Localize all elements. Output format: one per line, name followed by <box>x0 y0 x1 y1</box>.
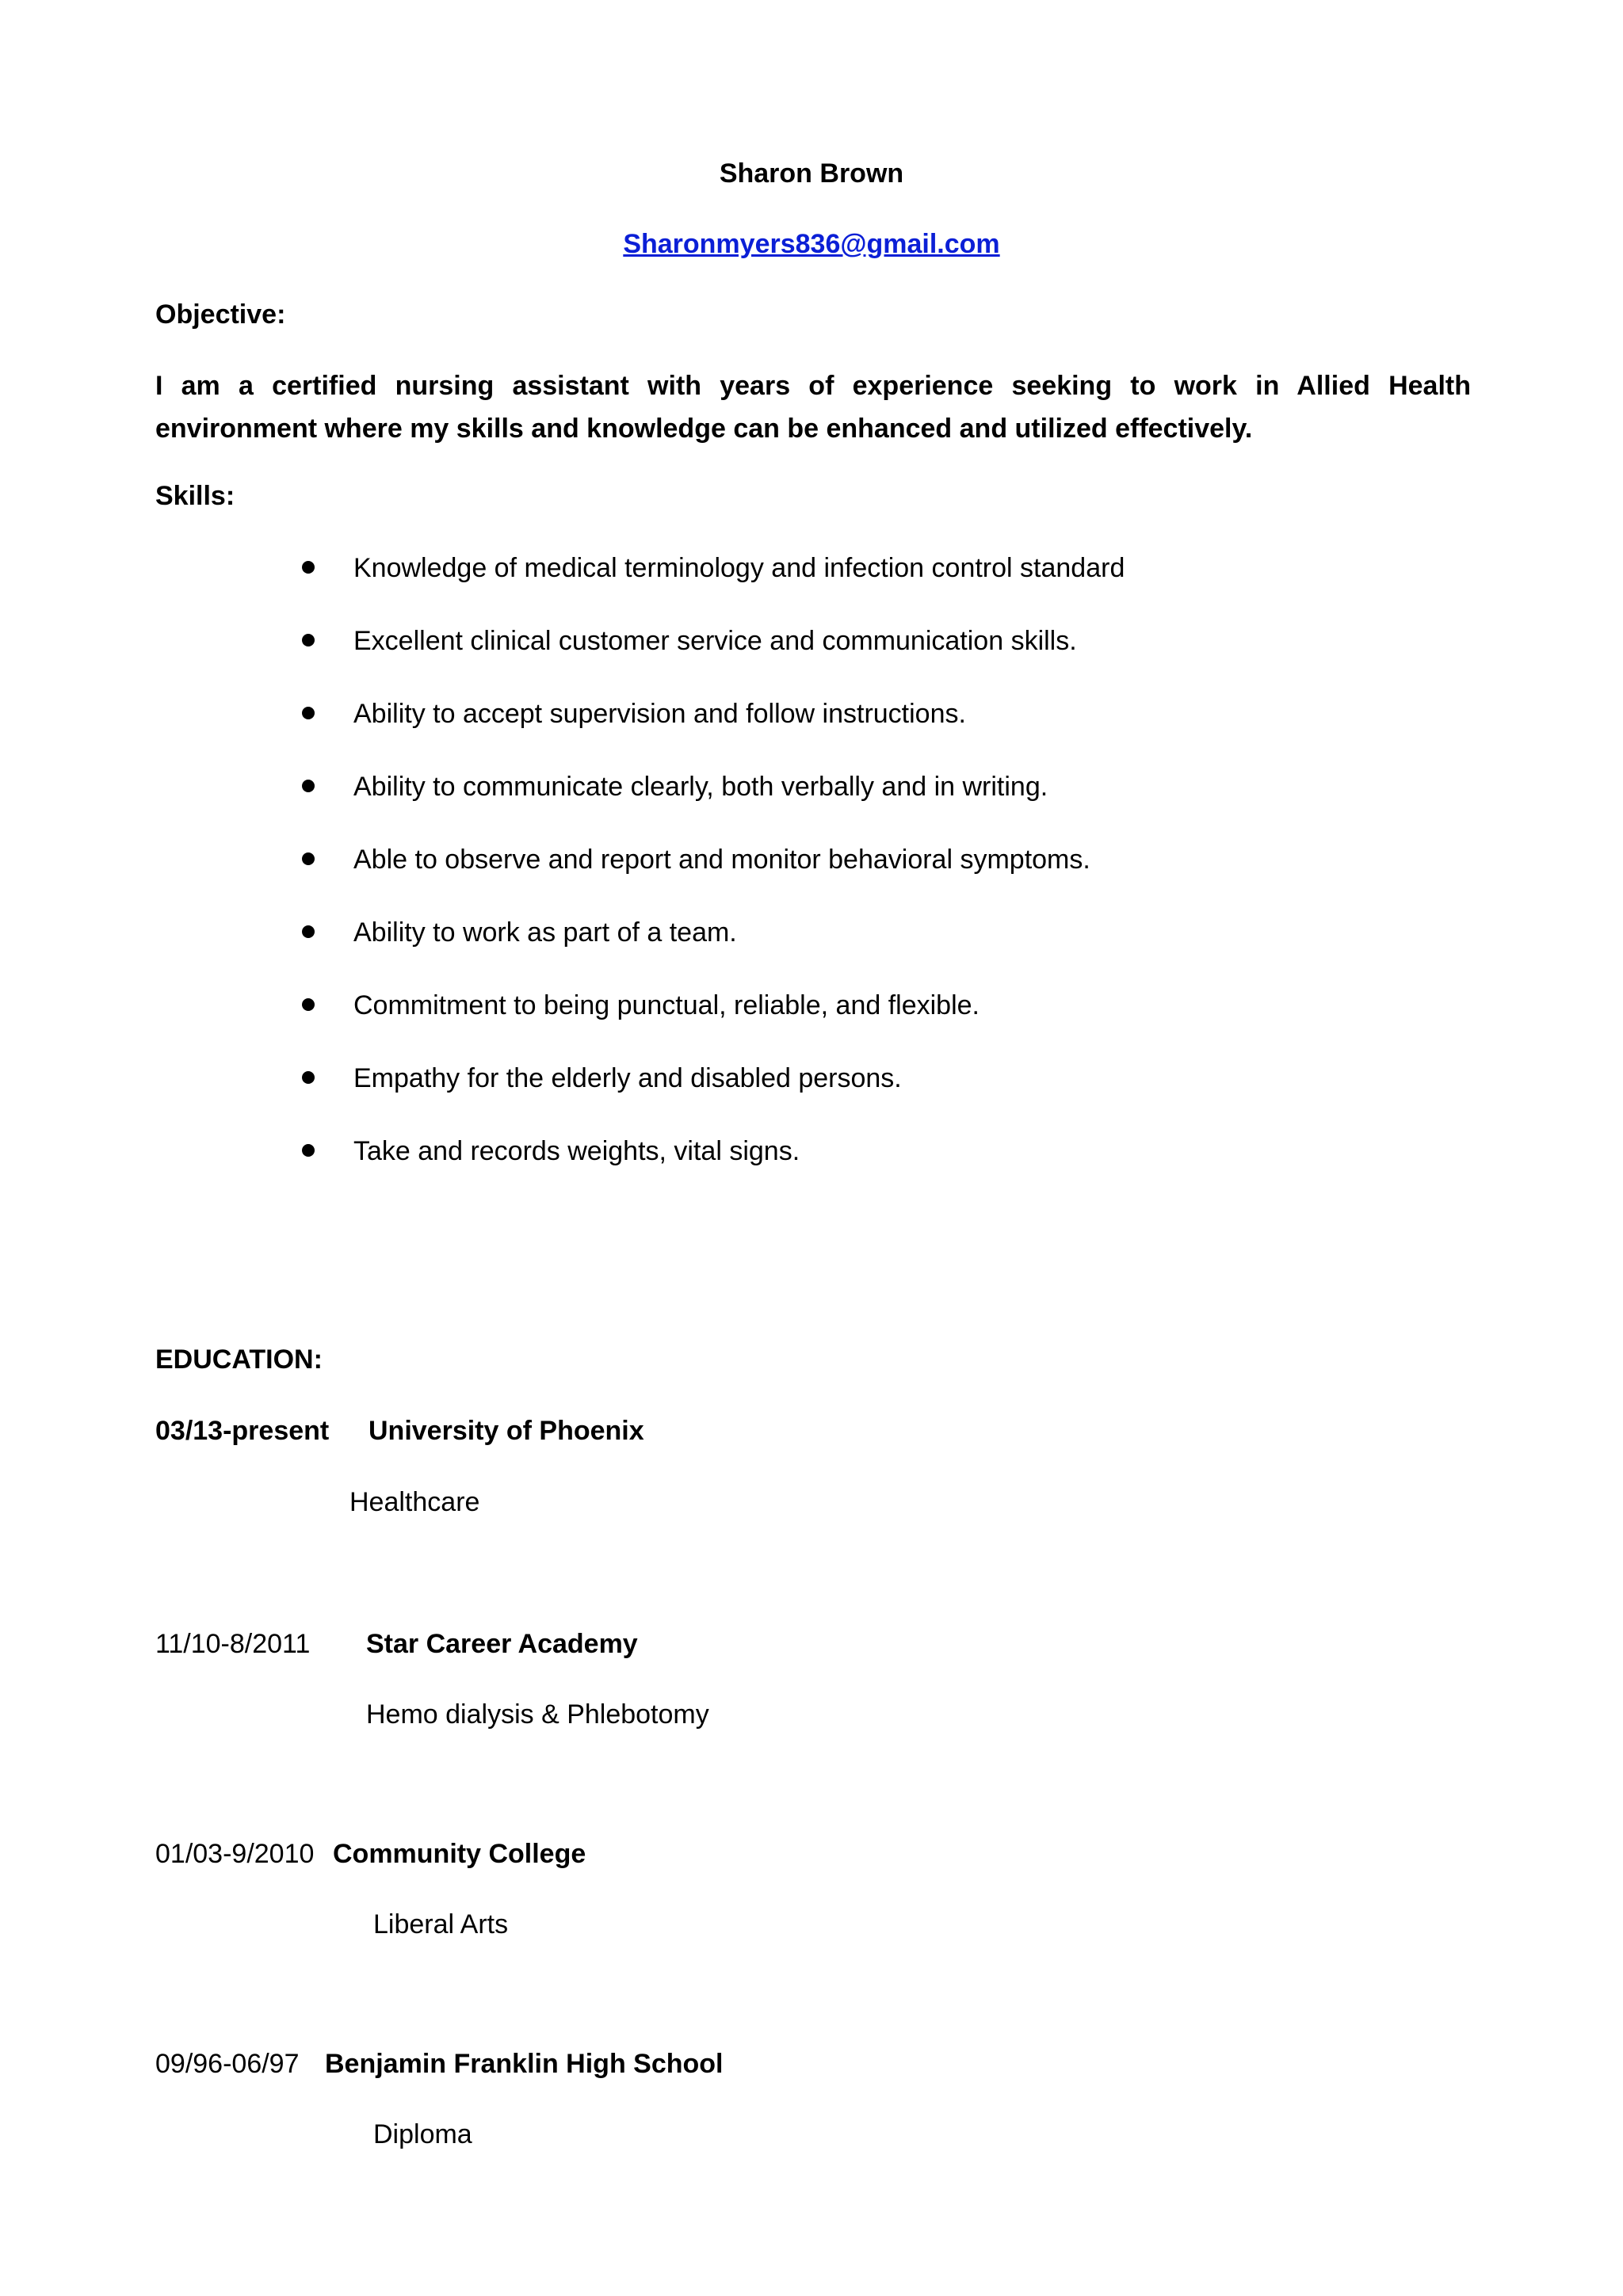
skill-item: Able to observe and report and monitor behavioral symptoms. <box>353 845 1090 875</box>
education-program: Liberal Arts <box>373 1909 509 1939</box>
education-dates: 03/13-present <box>155 1416 330 1446</box>
bullet-icon <box>302 707 315 719</box>
education-school: Community College <box>333 1839 586 1869</box>
email-link[interactable]: Sharonmyers836@gmail.com <box>623 229 1000 259</box>
skill-item: Commitment to being punctual, reliable, and flexible. <box>353 990 980 1020</box>
objective-heading: Objective: <box>155 299 286 330</box>
education-program: Hemo dialysis & Phlebotomy <box>366 1699 709 1730</box>
bullet-icon <box>302 1144 315 1157</box>
bullet-icon <box>302 780 315 792</box>
education-school: Star Career Academy <box>366 1629 638 1659</box>
skill-item: Knowledge of medical terminology and infection control standard <box>353 553 1125 583</box>
bullet-icon <box>302 852 315 865</box>
bullet-icon <box>302 998 315 1011</box>
education-program: Healthcare <box>349 1487 480 1517</box>
bullet-icon <box>302 634 315 646</box>
skill-item: Excellent clinical customer service and communication skills. <box>353 626 1077 656</box>
education-heading: EDUCATION: <box>155 1344 323 1375</box>
skill-item: Ability to communicate clearly, both verbally and in writing. <box>353 772 1048 802</box>
candidate-name: Sharon Brown <box>719 158 904 189</box>
bullet-icon <box>302 561 315 574</box>
skill-item: Ability to work as part of a team. <box>353 917 737 948</box>
education-school: University of Phoenix <box>369 1416 644 1446</box>
education-dates: 01/03-9/2010 <box>155 1839 315 1869</box>
education-dates: 11/10-8/2011 <box>155 1629 311 1659</box>
skill-item: Empathy for the elderly and disabled persons. <box>353 1063 902 1093</box>
skill-item: Take and records weights, vital signs. <box>353 1136 800 1166</box>
objective-text: I am a certified nursing assistant with years of experience seeking to work in Allied Health environment where my skills and knowledge can be enhanced and utilized effectively. <box>155 371 1471 444</box>
education-dates: 09/96-06/97 <box>155 2049 300 2079</box>
email-row <box>0 228 1623 260</box>
education-school: Benjamin Franklin High School <box>325 2049 724 2079</box>
skill-item: Ability to accept supervision and follow instructions. <box>353 699 966 729</box>
bullet-icon <box>302 1071 315 1084</box>
education-program: Diploma <box>373 2119 472 2149</box>
skills-heading: Skills: <box>155 481 235 511</box>
bullet-icon <box>302 925 315 938</box>
